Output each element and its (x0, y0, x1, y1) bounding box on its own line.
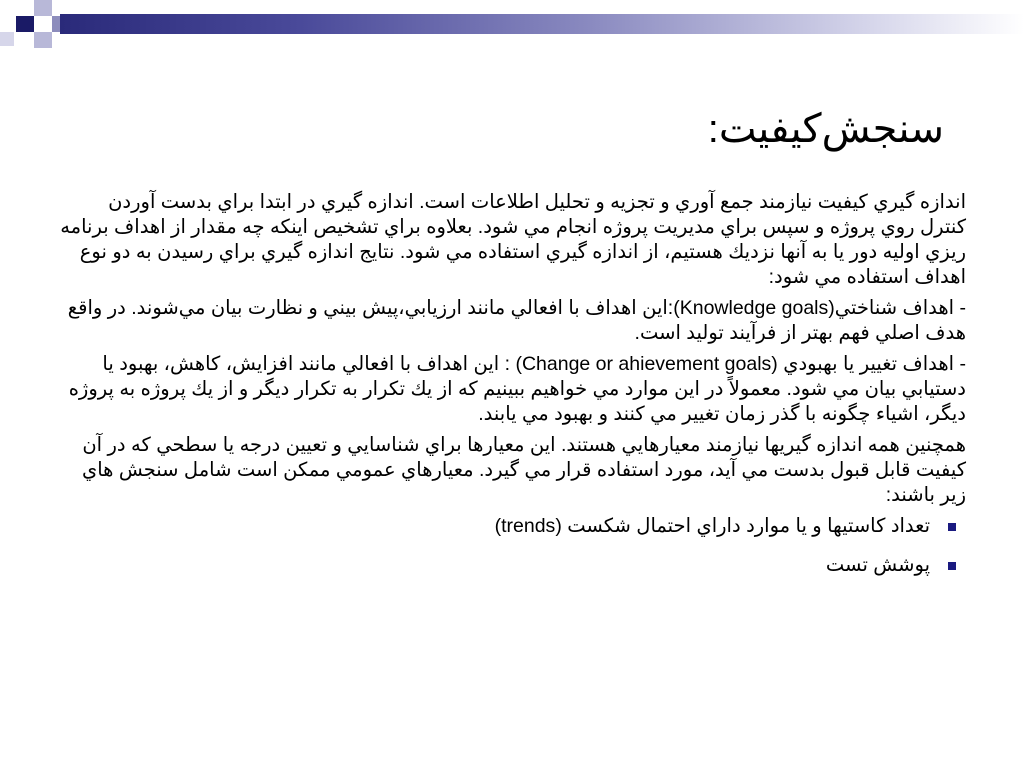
list-item (60, 553, 966, 578)
square-bullet-icon (948, 562, 956, 570)
list-item (60, 514, 966, 539)
body-paragraph: - اهداف تغيير يا بهبودي (Change or ahievement goals) : اين اهداف با افعالي مانند افزايش، كاهش، بهبود يا دستيابي بيان مي شود. معمولاً در اين موارد مي خواهيم ببينيم كه از يك تكرار به تكرار ديگر و از يك پروژه به پروژه ديگر، اشياء چگونه با گذر زمان تغيير مي كنند و بهبود مي يابند. (68, 353, 966, 425)
header-square-decoration (0, 32, 14, 46)
header-square-decoration (34, 32, 52, 48)
slide-title: سنجش‌كيفيت: (707, 107, 944, 151)
slide-body (60, 190, 966, 592)
body-paragraph: اندازه گيري كيفيت نيازمند جمع آوري و تجزيه و تحليل اطلاعات است. اندازه گيري در ابتدا براي بدست آوردن كنترل روي پروژه و سپس براي مديريت پروژه انجام مي شود. بعلاوه براي تشخيص اينكه چه مقدار از اهداف برنامه ريزي اوليه دور يا به آنها نزديك هستيم، از اندازه گيري استفاده مي شود. نتايج اندازه گيري براي رسيدن به دو نوع اهداف استفاده مي شود: (60, 191, 966, 288)
square-bullet-icon (948, 523, 956, 531)
body-paragraph: همچنين همه اندازه گيريها نيازمند معيارهايي هستند. اين معيارها براي شناسايي و تعيين درجه يا سطحي كه در آن كيفيت قابل قبول بدست مي آيد، مورد استفاده قرار مي گيرد. معيارهاي عمومي ممكن است شامل سنجش هاي زير باشند: (81, 434, 966, 506)
body-paragraph: - اهداف شناختي(Knowledge goals):اين اهداف با افعالي مانند ارزيابي،پيش بيني و نظارت بيان مي‌شوند. در واقع هدف اصلي فهم بهتر از فرآيند توليد است. (67, 297, 966, 344)
header-square-decoration (34, 0, 52, 16)
bullet-text: تعداد كاستيها و يا موارد داراي احتمال شكست (trends) (494, 515, 930, 537)
bullet-list (60, 514, 966, 578)
header-gradient-band (60, 14, 1024, 34)
header-square-decoration (16, 16, 34, 32)
bullet-text: پوشش تست (825, 554, 930, 576)
